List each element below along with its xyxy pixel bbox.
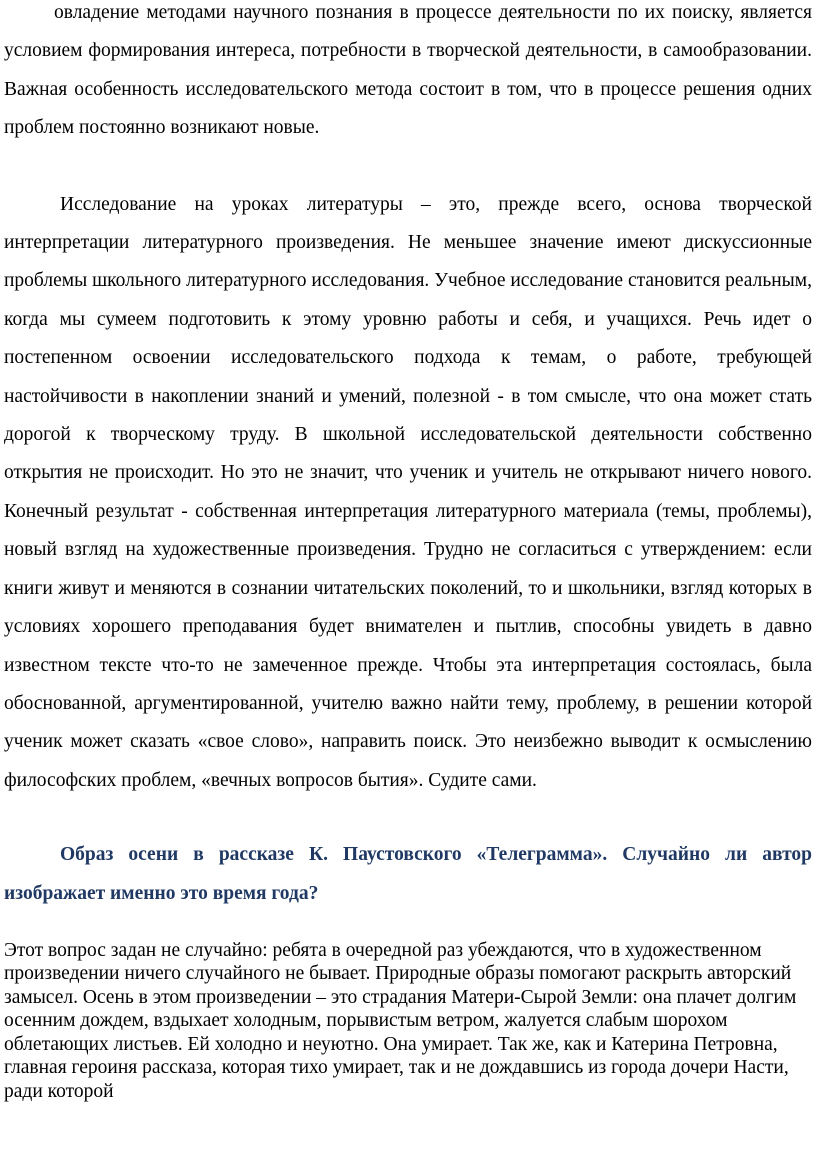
body-paragraph-3: Этот вопрос задан не случайно: ребята в очередной раз убеждаются, что в художественном произведении ничего случайного не бывает. Природные образы помогают раскрыть авторский замысел. Осень в этом произведении – это страдания Матери-Сырой Земли: она плачет долгим осенним дождем, вздыхает холодным, порывистым ветром, жалуется слабым шорохом облетающих листьев. Ей холодно и неуютно. Она умирает. Так же, как и Катерина Петровна, главная героиня рассказа, которая тихо умирает, так и не дождавшись из города дочери Насти, ради которой: [4, 939, 797, 1102]
document-page: [4, 0, 812, 1103]
section-heading: Образ осени в рассказе К. Паустовского «Телеграмма». Случайно ли автор изображает именно это время года?: [4, 844, 812, 904]
body-paragraph-1: овладение методами научного познания в процессе деятельности по их поиску, является условием формирования интереса, потребности в творческой деятельности, в самообразовании. Важная особенность исследовательского метода состоит в том, что в процессе решения одних проблем постоянно возникают новые.: [4, 2, 812, 139]
body-paragraph-2: Исследование на уроках литературы – это, прежде всего, основа творческой интерпретации литературного произведения. Не меньшее значение имеют дискуссионные проблемы школьного литературного исследования. Учебное исследование становится реальным, когда мы сумеем подготовить к этому уровню работы и себя, и учащихся. Речь идет о постепенном освоении исследовательского подхода к темам, о работе, требующей настойчивости в накоплении знаний и умений, полезной - в том смысле, что она может стать дорогой к творческому труду. В школьной исследовательской деятельности собственно открытия не происходит. Но это не значит, что ученик и учитель не открывают ничего нового. Конечный результат - собственная интерпретация литературного материала (темы, проблемы), новый взгляд на художественные произведения. Трудно не согласиться с утверждением: если книги живут и меняются в сознании читательских поколений, то и школьники, взгляд которых в условиях хорошего преподавания будет внимателен и пытлив, способны увидеть в давно известном тексте что-то не замеченное прежде. Чтобы эта интерпретация состоялась, была обоснованной, аргументированной, учителю важно найти тему, проблему, в решении которой ученик может сказать «свое слово», направить поиск. Это неизбежно выводит к осмыслению философских проблем, «вечных вопросов бытия». Судите сами.: [4, 193, 812, 791]
